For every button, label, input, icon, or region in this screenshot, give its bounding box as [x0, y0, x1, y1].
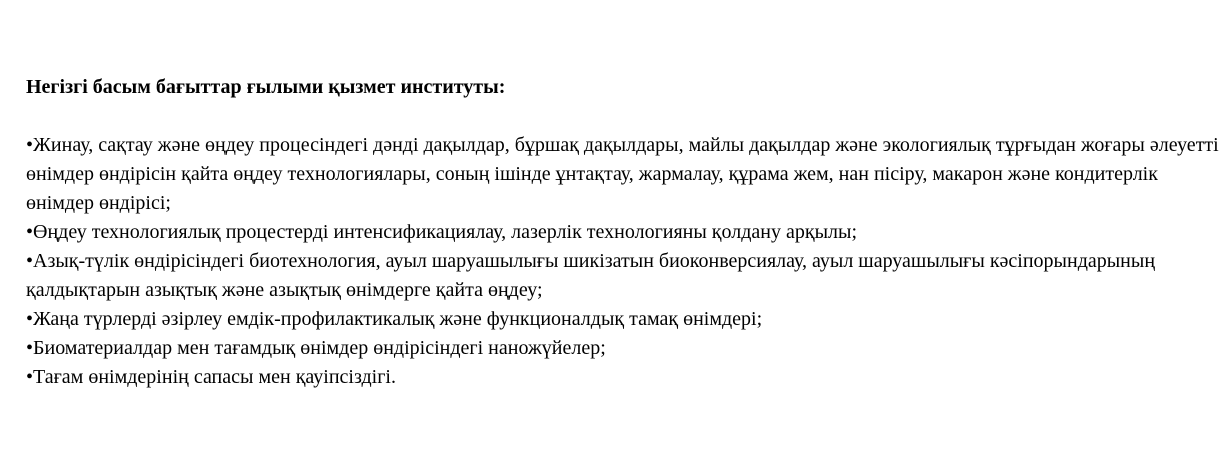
document-body: [26, 73, 1221, 392]
list-item: •Өңдеу технологиялық процестерді интенсификациялау, лазерлік технологияны қолдану арқылы;: [26, 221, 858, 243]
list-item: •Тағам өнімдерінің сапасы мен қауіпсіздігі.: [26, 366, 396, 388]
list-item: •Жинау, сақтау және өңдеу процесіндегі дәнді дақылдар, бұршақ дақылдары, майлы дақылдар және экологиялық тұрғыдан жоғары әлеуетті өнімдер өндірісін қайта өңдеу технологиялары, соның ішінде ұнтақтау, жармалау, құрама жем, нан пісіру, макарон және кондитерлік өнімдер өндірісі;: [26, 134, 1219, 214]
list-item: •Азық-түлік өндірісіндегі биотехнология, ауыл шаруашылығы шикізатын биоконверсиялау, ауыл шаруашылығы кәсіпорындарының қалдықтарын азықтық және азықтық өнімдерге қайта өңдеу;: [26, 250, 1156, 301]
heading-spacer: [26, 102, 1221, 131]
priority-list: [26, 131, 1221, 392]
list-item: •Биоматериалдар мен тағамдық өнімдер өндірісіндегі наножүйелер;: [26, 337, 606, 359]
document-heading: Негізгі басым бағыттар ғылыми қызмет институты:: [26, 76, 506, 98]
list-item: •Жаңа түрлерді әзірлеу емдік-профилактикалық және функционалдық тамақ өнімдері;: [26, 308, 763, 330]
